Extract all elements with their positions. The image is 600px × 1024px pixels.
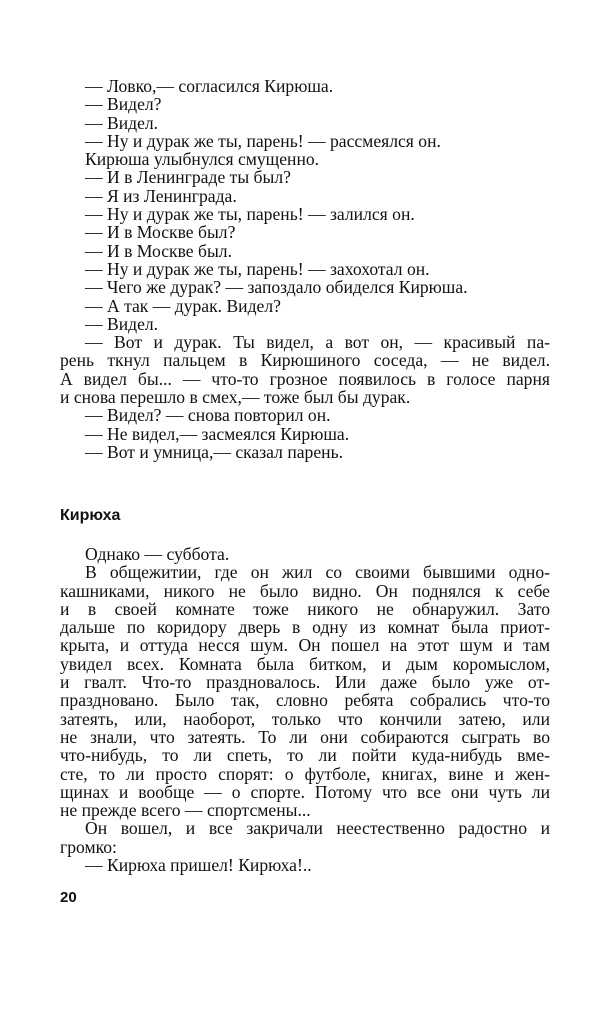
text-line: громко: [60,836,117,857]
text-line: праздновано. Было так, словно ребята собрались что-то [60,690,550,711]
dialogue-section [60,77,550,461]
text-line: — Я из Ленинграда. [85,185,237,206]
text-line: — И в Ленинграде ты был? [85,167,291,188]
text-line: — Ловко,— согласился Кирюша. [85,76,334,96]
text-line: не знали, что затеять. То ли они собираются сыграть во [60,726,550,747]
text-line: — И в Москве был. [85,240,232,261]
text-line: — Чего же дурак? — запоздало обиделся Кирюша. [85,277,468,298]
text-line: — Видел? — снова повторил он. [85,405,331,426]
text-line: — Видел? [85,94,162,115]
text-line: — А так — дурак. Видел? [85,295,281,316]
text-line: — Вот и дурак. Ты видел, а вот он, — красивый па- [85,332,550,353]
text-line: и снова перешло в смех,— тоже был бы дурак. [60,387,411,408]
text-line: затеять, или, наоборот, только что кончили затею, или [60,708,550,729]
text-line: — Ну и дурак же ты, парень! — захохотал он. [85,258,430,279]
text-line: Кирюша улыбнулся смущенно. [85,149,320,170]
page-number: 20 [60,889,77,906]
text-line: Он вошел, и все закричали неестественно радостно и [85,818,550,839]
text-line: Однако — суббота. [85,544,230,564]
text-line: дальше по коридору дверь в одну из комнат была приот- [60,617,550,638]
text-line: и в своей комнате тоже никого не обнаружил. Зато [60,598,550,619]
text-line: — Видел. [85,112,159,133]
section-heading: Кирюха [60,507,121,524]
text-line: рень ткнул пальцем в Кирюшиного соседа, — не видел. [60,350,550,371]
text-line: — Ну и дурак же ты, парень! — рассмеялся он. [85,130,441,151]
text-line: — Видел. [85,313,159,334]
text-line: кашниками, никого не было видно. Он поднялся к себе [60,580,550,601]
text-line: увидел всех. Комната была битком, и дым коромыслом, [60,653,550,674]
text-line: не прежде всего — спортсмены... [60,800,311,821]
text-line: и гвалт. Что-то праздновалось. Или даже было уже от- [60,672,550,693]
text-line: крыта, и оттуда несся шум. Он пошел на этот шум и там [60,635,550,656]
section-body [60,545,550,874]
text-line: что-нибудь, то ли спеть, то ли пойти куда-нибудь вме- [60,745,550,766]
text-line: — Вот и умница,— сказал парень. [85,441,343,462]
text-line: — Не видел,— засмеялся Кирюша. [85,423,350,444]
text-line: — Кирюха пришел! Кирюха!.. [85,855,312,876]
text-line: А видел бы... — что-то грозное появилось в голосе парня [60,368,550,389]
text-line: сте, то ли просто спорят: о футболе, книгах, вине и жен- [60,763,550,784]
text-line: — Ну и дурак же ты, парень! — залился он. [85,204,415,225]
text-line: — И в Москве был? [85,222,236,243]
text-line: щинах и вообще — о спорте. Потому что все они чуть ли [60,781,550,802]
text-line: В общежитии, где он жил со своими бывшими одно- [85,562,550,583]
